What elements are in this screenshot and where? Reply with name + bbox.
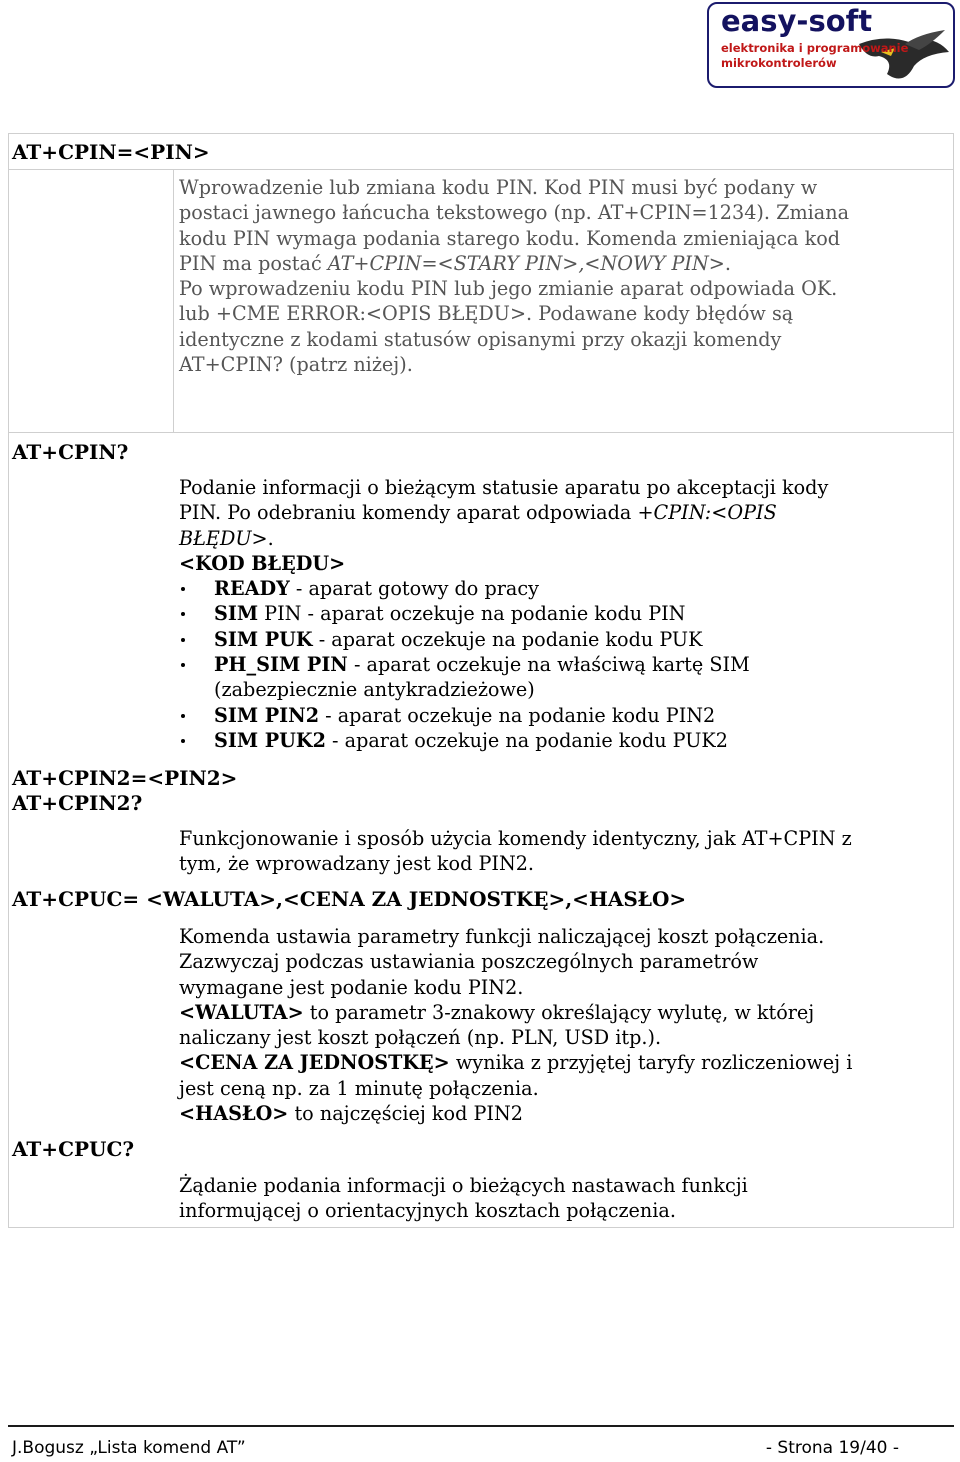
list-item-continuation bbox=[179, 677, 947, 702]
desc-text: to parametr 3-znakowy określający wylutę, w której bbox=[303, 1000, 815, 1024]
desc-line: Komenda ustawia parametry funkcji naliczającej koszt połączenia. bbox=[179, 925, 825, 948]
desc-line bbox=[179, 1000, 947, 1025]
row-divider bbox=[8, 432, 954, 433]
desc-text: wynika z przyjętej taryfy rozliczeniowej i bbox=[449, 1051, 853, 1075]
description-cpin2 bbox=[179, 826, 947, 877]
desc-text: to najczęściej kod PIN2 bbox=[288, 1102, 523, 1126]
desc-line: Zazwyczaj podczas ustawiania poszczególnych parametrów bbox=[179, 950, 759, 974]
status-codes-list bbox=[179, 576, 947, 753]
list-item bbox=[179, 652, 947, 677]
bullet-icon bbox=[181, 739, 185, 743]
desc-line bbox=[179, 500, 947, 525]
bullet-icon bbox=[181, 612, 185, 616]
desc-line bbox=[179, 1101, 947, 1126]
bullet-icon bbox=[181, 587, 185, 591]
param-name: <CENA ZA JEDNOSTKĘ> bbox=[179, 1051, 450, 1075]
desc-line: naliczany jest koszt połączeń (np. PLN, USD itp.). bbox=[179, 1026, 662, 1050]
code-desc: - aparat oczekuje na podanie kodu PUK bbox=[312, 627, 703, 651]
list-item bbox=[179, 601, 947, 626]
bullet-icon bbox=[181, 638, 185, 642]
column-divider bbox=[173, 169, 174, 432]
desc-text: . bbox=[267, 526, 274, 550]
desc-line: postaci jawnego łańcucha tekstowego (np. AT+CPIN=1234). Zmiana bbox=[179, 201, 850, 225]
code-name: SIM PIN2 bbox=[214, 703, 320, 727]
desc-line: Żądanie podania informacji o bieżących nastawach funkcji bbox=[179, 1174, 748, 1197]
code-name: SIM PUK bbox=[214, 627, 313, 651]
desc-line bbox=[179, 1050, 947, 1075]
code-name: SIM PUK2 bbox=[214, 728, 326, 752]
desc-line: Wprowadzenie lub zmiana kodu PIN. Kod PIN musi być podany w bbox=[179, 176, 818, 199]
desc-line: informującej o orientacyjnych kosztach połączenia. bbox=[179, 1199, 676, 1223]
code-desc: - aparat oczekuje na właściwą kartę SIM bbox=[347, 653, 750, 677]
param-name: <WALUTA> bbox=[179, 1000, 304, 1024]
footer-divider bbox=[8, 1425, 954, 1427]
code-desc: - aparat gotowy do pracy bbox=[289, 577, 539, 601]
code-desc: PIN - aparat oczekuje na podanie kodu PIN bbox=[258, 602, 686, 626]
command-cpuc-query: AT+CPUC? bbox=[12, 1137, 135, 1161]
desc-line: kodu PIN wymaga podania starego kodu. Komenda zmieniająca kod bbox=[179, 226, 841, 250]
logo-tagline-1: elektronika i programowanie bbox=[721, 41, 909, 55]
desc-line: lub +CME ERROR:<OPIS BŁĘDU>. Podawane kody błędów są bbox=[179, 302, 794, 326]
desc-syntax: AT+CPIN=<STARY PIN>,<NOWY PIN> bbox=[327, 251, 725, 275]
footer-page-number: - Strona 19/40 - bbox=[765, 1438, 899, 1458]
logo-brand: easy-soft bbox=[721, 4, 873, 38]
list-item bbox=[179, 728, 947, 753]
description-cpin-set bbox=[179, 175, 947, 377]
desc-line: wymagane jest podanie kodu PIN2. bbox=[179, 975, 524, 999]
desc-line bbox=[179, 526, 947, 551]
list-item bbox=[179, 576, 947, 601]
description-cpuc-set bbox=[179, 924, 947, 1126]
param-name: <HASŁO> bbox=[179, 1102, 289, 1126]
code-desc: (zabezpiecznie antykradzieżowe) bbox=[214, 678, 535, 702]
description-cpuc-query bbox=[179, 1173, 947, 1224]
code-desc: - aparat oczekuje na podanie kodu PUK2 bbox=[325, 728, 728, 752]
list-item bbox=[179, 703, 947, 728]
desc-line bbox=[179, 251, 947, 276]
bullet-icon bbox=[181, 663, 185, 667]
easy-soft-logo bbox=[707, 2, 955, 88]
desc-text: . bbox=[724, 251, 731, 275]
desc-line: jest ceną np. za 1 minutę połączenia. bbox=[179, 1076, 539, 1100]
desc-line: identyczne z kodami statusów opisanymi przy okazji komendy bbox=[179, 327, 782, 351]
desc-syntax: +CPIN:<OPIS bbox=[637, 501, 777, 525]
bullet-icon bbox=[181, 714, 185, 718]
command-cpuc-set: AT+CPUC= <WALUTA>,<CENA ZA JEDNOSTKĘ>,<HASŁO> bbox=[12, 887, 687, 911]
command-cpin-set: AT+CPIN=<PIN> bbox=[12, 140, 210, 164]
list-item bbox=[179, 627, 947, 652]
logo-tagline-2: mikrokontrolerów bbox=[721, 56, 837, 70]
command-cpin2-set: AT+CPIN2=<PIN2> bbox=[12, 766, 238, 790]
code-name: PH_SIM PIN bbox=[214, 653, 348, 677]
command-cpin-query: AT+CPIN? bbox=[12, 440, 129, 464]
description-cpin-query bbox=[179, 475, 947, 753]
desc-line: tym, że wprowadzany jest kod PIN2. bbox=[179, 852, 535, 876]
desc-line: AT+CPIN? (patrz niżej). bbox=[179, 353, 413, 377]
desc-line: Po wprowadzeniu kodu PIN lub jego zmianie aparat odpowiada OK. bbox=[179, 277, 838, 301]
code-desc: - aparat oczekuje na podanie kodu PIN2 bbox=[319, 703, 716, 727]
desc-line: Podanie informacji o bieżącym statusie aparatu po akceptacji kody bbox=[179, 476, 829, 499]
code-name: SIM bbox=[214, 602, 259, 626]
row-divider bbox=[8, 169, 954, 170]
desc-syntax: BŁĘDU> bbox=[179, 526, 268, 550]
desc-text: PIN ma postać bbox=[179, 251, 328, 275]
codes-heading: <KOD BŁĘDU> bbox=[179, 551, 346, 575]
desc-text: PIN. Po odebraniu komendy aparat odpowiada bbox=[179, 501, 638, 525]
desc-line: Funkcjonowanie i sposób użycia komendy identyczny, jak AT+CPIN z bbox=[179, 827, 852, 850]
footer-author-title: J.Bogusz „Lista komend AT” bbox=[12, 1438, 246, 1458]
code-name: READY bbox=[214, 577, 290, 601]
command-cpin2-query: AT+CPIN2? bbox=[12, 791, 143, 815]
